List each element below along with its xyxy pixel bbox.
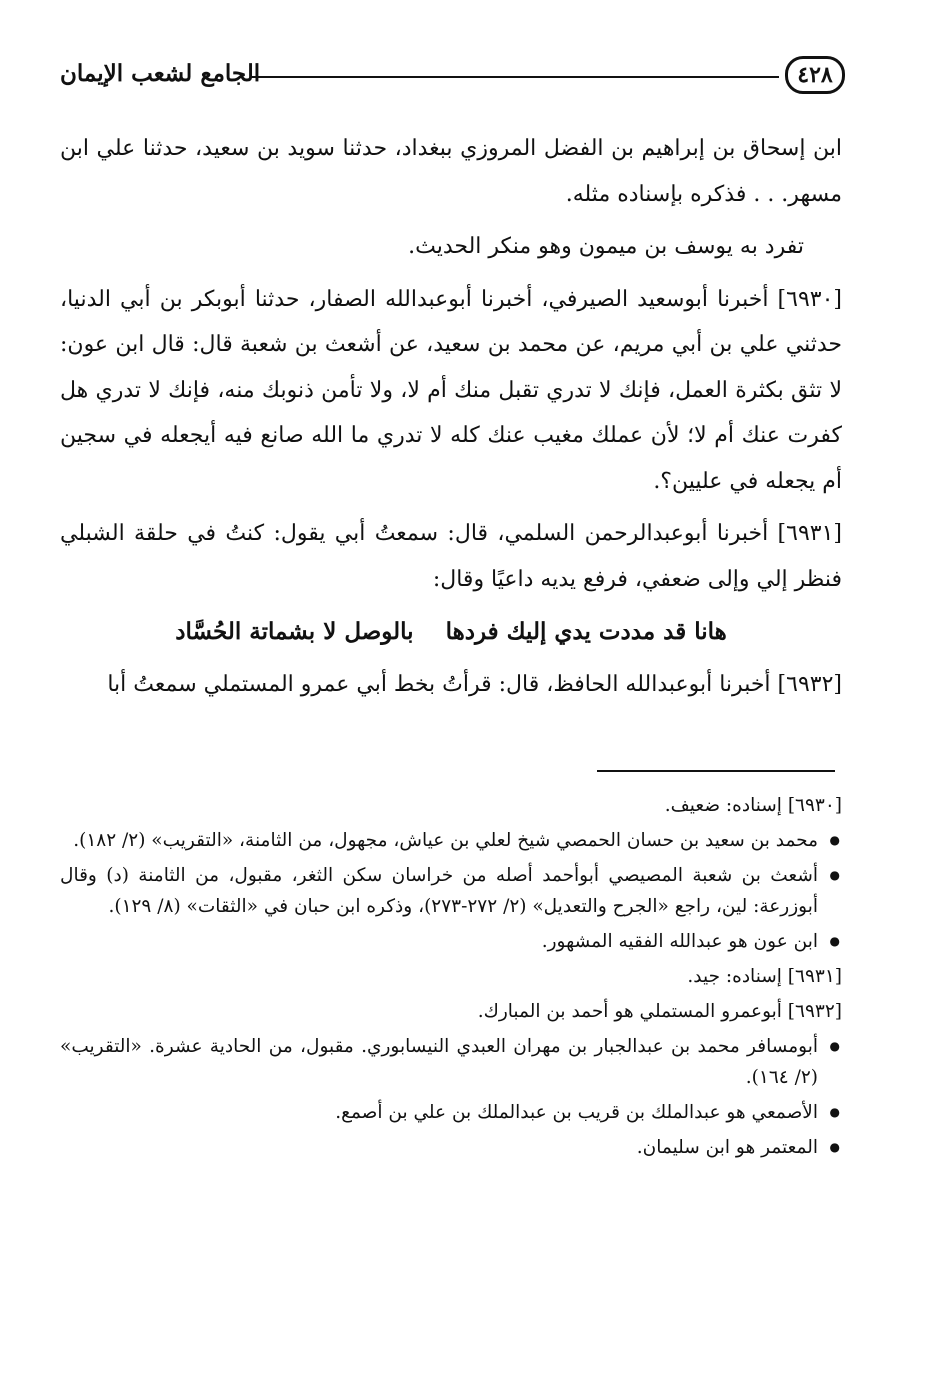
hadith-text: أخبرنا أبوعبدالرحمن السلمي، قال: سمعتُ أبي يقول: كنتُ في حلقة الشبلي فنظر إلي وإلى ضعفي، فرفع يديه داعيًا وقال: bbox=[60, 521, 842, 592]
page-header bbox=[60, 52, 845, 104]
footnote-bullet: ● أشعث بن شعبة المصيصي أبوأحمد أصله من خراسان سكن الثغر، مقبول، من الثامنة (د) وقال أبوزرعة: لين، راجع «الجرح والتعديل» (٢/ ٢٧٢-٢٧٣)، وذكره ابن حبان في «الثقات» (٨/ ١٢٩). bbox=[60, 860, 842, 922]
hadith-number: [٦٩٣١] bbox=[777, 521, 842, 546]
hadith-6931 bbox=[60, 511, 842, 602]
hadith-6932 bbox=[60, 662, 842, 708]
footnote-bullet: ● أبومسافر محمد بن عبدالجبار بن مهران العبدي النيسابوري. مقبول، من الحادية عشرة. «التقريب» (٢/ ١٦٤). bbox=[60, 1031, 842, 1093]
footnote-bullet: ● الأصمعي هو عبدالملك بن قريب بن عبدالملك بن علي بن أصمع. bbox=[60, 1097, 842, 1128]
hadith-6930 bbox=[60, 277, 842, 505]
footnote-bullet: ● ابن عون هو عبدالله الفقيه المشهور. bbox=[60, 926, 842, 957]
header-rule bbox=[250, 76, 779, 78]
footnote-separator bbox=[597, 770, 835, 772]
paragraph-continuation: ابن إسحاق بن إبراهيم بن الفضل المروزي ببغداد، حدثنا سويد بن سعيد، حدثنا علي ابن مسهر. . . فذكره بإسناده مثله. bbox=[60, 136, 842, 207]
verse-second-hemistich: بالوصل لا بشماتة الحُسَّاد bbox=[175, 618, 414, 645]
footnote-bullet: ● المعتمر هو ابن سليمان. bbox=[60, 1132, 842, 1163]
hadith-number: [٦٩٣٠] bbox=[777, 286, 842, 312]
hadith-number: [٦٩٣٢] bbox=[777, 671, 842, 697]
footnote: [٦٩٣٢] أبوعمرو المستملي هو أحمد بن المبارك. bbox=[477, 1001, 842, 1022]
page-number-badge: ٤٢٨ bbox=[785, 56, 845, 94]
poetry-verse bbox=[60, 609, 842, 655]
footnote: [٦٩٣٠] إسناده: ضعيف. bbox=[664, 795, 842, 816]
paragraph-remark: تفرد به يوسف بن ميمون وهو منكر الحديث. bbox=[408, 234, 804, 259]
hadith-text: أخبرنا أبوعبدالله الحافظ، قال: قرأتُ بخط أبي عمرو المستملي سمعتُ أبا bbox=[107, 671, 771, 697]
footnote: [٦٩٣١] إسناده: جيد. bbox=[687, 966, 842, 987]
footnotes bbox=[60, 790, 842, 1163]
footnote-bullet: ● محمد بن سعيد بن حسان الحمصي شيخ لعلي بن عياش، مجهول، من الثامنة، «التقريب» (٢/ ١٨٢). bbox=[60, 825, 842, 856]
verse-first-hemistich: هانا قد مددت يدي إليك فردها bbox=[445, 618, 727, 645]
hadith-text: أخبرنا أبوسعيد الصيرفي، أخبرنا أبوعبدالله الصفار، حدثنا أبوبكر بن أبي الدنيا، حدثني علي بن أبي مريم، عن محمد بن سعيد، عن أشعث بن شعبة قال: قال ابن عون: لا تثق بكثرة العمل، فإنك لا تدري تقبل منك أم لا، ولا تأمن ذنوبك منه، فإنك لا تدري هل كفرت عنك أم لا؛ لأن عملك مغيب عنك كله لا تدري ما الله صانع فيه أيجعله في سجين أم يجعله في عليين؟. bbox=[60, 286, 842, 494]
book-title: الجامع لشعب الإيمان bbox=[60, 60, 261, 87]
main-text bbox=[60, 126, 842, 707]
